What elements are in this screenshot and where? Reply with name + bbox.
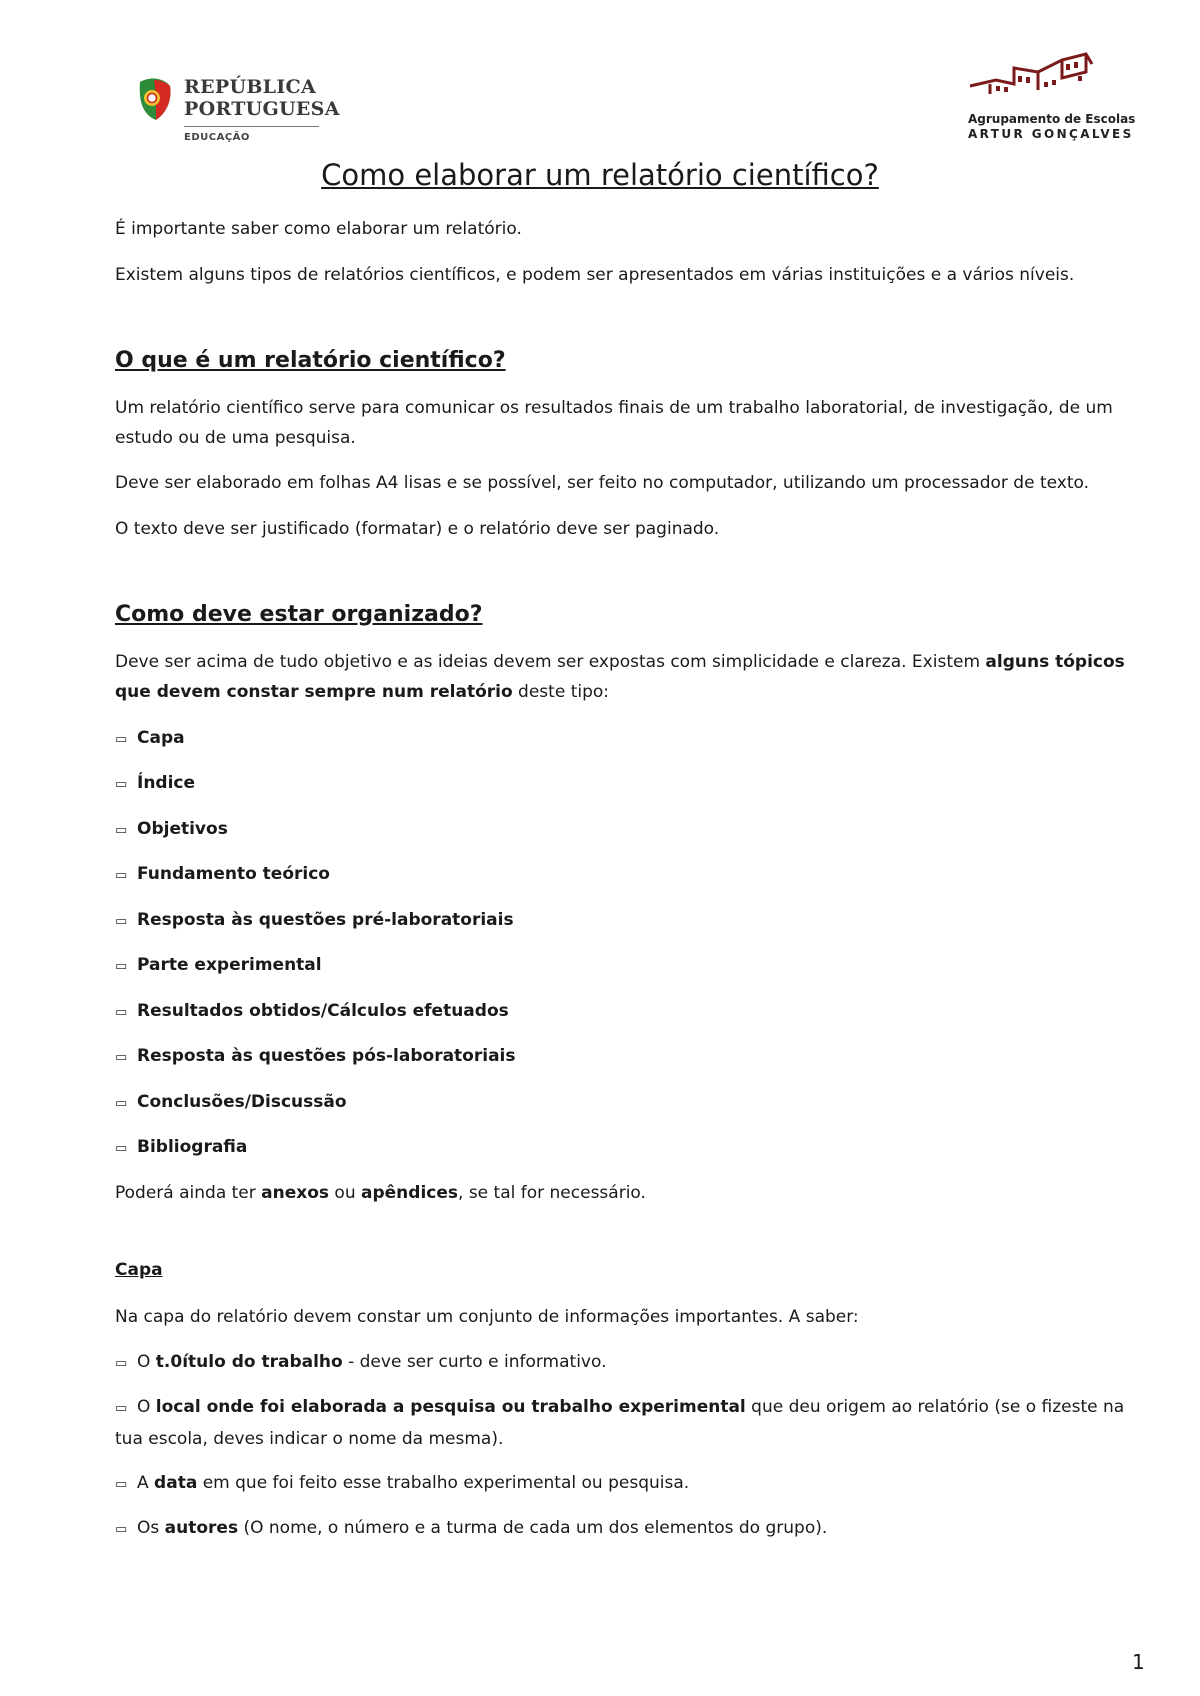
- agrupamento-escolas-logo: [966, 50, 1136, 142]
- list-item: [115, 1041, 515, 1073]
- page-number: 1: [1132, 1650, 1145, 1674]
- section-heading-organization: Como deve estar organizado?: [115, 602, 483, 627]
- logo-divider: [184, 126, 319, 127]
- list-item-label: Conclusões/Discussão: [137, 1092, 347, 1112]
- section2-intro-tail: deste tipo:: [512, 682, 610, 702]
- bullet-icon: ▭: [115, 1050, 128, 1065]
- bullet-icon: ▭: [115, 1401, 128, 1416]
- list-item: [115, 1132, 247, 1164]
- bullet-icon: ▭: [115, 1356, 128, 1371]
- bullet-icon: ▭: [115, 959, 128, 974]
- section-heading-what-is: O que é um relatório científico?: [115, 348, 506, 373]
- list-item-label: Bibliografia: [137, 1137, 248, 1157]
- logo-text-republica: REPÚBLICA: [184, 76, 316, 98]
- bullet-icon: ▭: [115, 914, 128, 929]
- list-item-label: Objetivos: [137, 819, 228, 839]
- list-item-bold: local onde foi elaborada a pesquisa ou trabalho experimental: [155, 1397, 746, 1417]
- section2-outro: [115, 1178, 1150, 1208]
- republica-portuguesa-logo: [134, 74, 340, 150]
- list-item: [115, 814, 228, 846]
- list-item-label: Resposta às questões pré-laboratoriais: [137, 910, 514, 930]
- outro-bold-anexos: anexos: [261, 1183, 330, 1203]
- list-item-bold: t.0ítulo do trabalho: [155, 1352, 343, 1372]
- list-item-bold: autores: [164, 1518, 239, 1538]
- list-item-label: Fundamento teórico: [137, 864, 330, 884]
- list-item-prefix: O: [137, 1352, 156, 1372]
- list-item-text: que deu origem ao relatório (se o fizeste na tua escola, deves indicar o nome da mesma).: [115, 1397, 1125, 1449]
- list-item-prefix: A: [137, 1473, 155, 1493]
- list-item-label: Capa: [137, 728, 185, 748]
- section3-intro: Na capa do relatório devem constar um conjunto de informações importantes. A saber:: [115, 1307, 859, 1327]
- bullet-icon: ▭: [115, 1477, 128, 1492]
- school-buildings-icon: [966, 50, 1126, 114]
- list-item: [115, 1513, 827, 1545]
- logo-text-portuguesa: PORTUGUESA: [184, 98, 340, 120]
- list-item: [115, 723, 185, 755]
- list-item: [115, 1347, 606, 1379]
- outro-text-tail: , se tal for necessário.: [458, 1183, 646, 1203]
- bullet-icon: ▭: [115, 1522, 128, 1537]
- bullet-icon: ▭: [115, 1005, 128, 1020]
- list-item: [115, 950, 322, 982]
- outro-bold-apendices: apêndices: [361, 1183, 459, 1203]
- list-item-bold: data: [154, 1473, 198, 1493]
- section1-paragraph-3: O texto deve ser justificado (formatar) e o relatório deve ser paginado.: [115, 519, 720, 539]
- outro-text: Poderá ainda ter: [115, 1183, 262, 1203]
- list-item: [115, 1468, 689, 1500]
- list-item-label: Parte experimental: [137, 955, 322, 975]
- section2-intro: [115, 647, 1150, 707]
- list-item: [115, 1392, 1150, 1454]
- logo-text-agrupamento: Agrupamento de Escolas: [968, 112, 1136, 126]
- list-item-text: - deve ser curto e informativo.: [342, 1352, 607, 1372]
- list-item-label: Índice: [137, 773, 196, 793]
- intro-paragraph-2: Existem alguns tipos de relatórios científicos, e podem ser apresentados em várias instituições e a vários níveis.: [115, 265, 1075, 285]
- list-item-prefix: O: [137, 1397, 156, 1417]
- list-item: [115, 1087, 347, 1119]
- list-item: [115, 768, 195, 800]
- list-item-label: Resposta às questões pós-laboratoriais: [137, 1046, 516, 1066]
- list-item: [115, 859, 330, 891]
- list-item-text: (O nome, o número e a turma de cada um dos elementos do grupo).: [238, 1518, 828, 1538]
- list-item-label: Resultados obtidos/Cálculos efetuados: [137, 1001, 509, 1021]
- section2-intro-bold: alguns tópicos que devem constar sempre num relatório: [115, 652, 1125, 702]
- section-heading-capa: Capa: [115, 1260, 163, 1280]
- logo-text-artur-goncalves: ARTUR GONÇALVES: [968, 127, 1134, 141]
- bullet-icon: ▭: [115, 1096, 128, 1111]
- list-item: [115, 996, 509, 1028]
- bullet-icon: ▭: [115, 732, 128, 747]
- list-item-text: em que foi feito esse trabalho experimental ou pesquisa.: [197, 1473, 690, 1493]
- section2-intro-text: Deve ser acima de tudo objetivo e as ideias devem ser expostas com simplicidade e clareza. Existem: [115, 652, 986, 672]
- outro-text-mid: ou: [329, 1183, 362, 1203]
- bullet-icon: ▭: [115, 1141, 128, 1156]
- list-item-prefix: Os: [137, 1518, 165, 1538]
- portugal-emblem-icon: [134, 76, 174, 124]
- logo-text-educacao: EDUCAÇÃO: [184, 132, 250, 143]
- list-item: [115, 905, 514, 937]
- intro-paragraph-1: É importante saber como elaborar um relatório.: [115, 219, 522, 239]
- section1-paragraph-1: Um relatório científico serve para comunicar os resultados finais de um trabalho laboratorial, de investigação, de um estudo ou de uma pesquisa.: [115, 398, 1113, 448]
- section1-paragraph-2: Deve ser elaborado em folhas A4 lisas e se possível, ser feito no computador, utilizando um processador de texto.: [115, 473, 1090, 493]
- bullet-icon: ▭: [115, 823, 128, 838]
- document-title: Como elaborar um relatório científico?: [321, 158, 879, 192]
- bullet-icon: ▭: [115, 868, 128, 883]
- bullet-icon: ▭: [115, 777, 128, 792]
